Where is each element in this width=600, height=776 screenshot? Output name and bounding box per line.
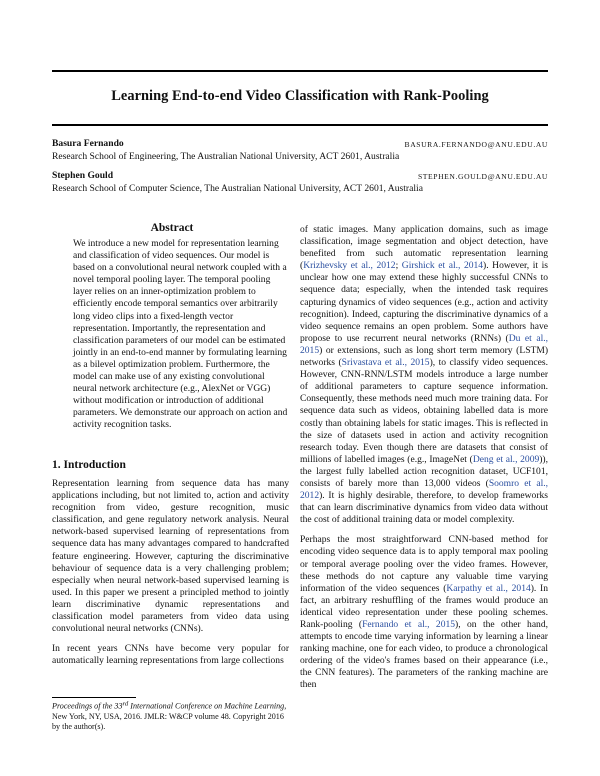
citation-link[interactable]: Girshick et al., 2014 — [401, 260, 484, 272]
abstract-heading: Abstract — [150, 222, 194, 234]
author-affiliation-2: Research School of Computer Science, The Australian National University, ACT 2601, Australia — [52, 183, 423, 194]
title-bottom-rule — [52, 124, 548, 126]
paper-title: Learning End-to-end Video Classification with Rank-Pooling — [111, 88, 489, 104]
left-column — [52, 478, 289, 675]
citation-link[interactable]: Karpathy et al., 2014 — [446, 582, 531, 594]
footnote: Proceedings of the 33rd International Conference on Machine Learning, New York, NY, USA, 2016. JMLR: W&CP volume 48. Copyright 2016 by the author(s). — [52, 700, 287, 731]
author-email-2[interactable]: STEPHEN.GOULD@ANU.EDU.AU — [417, 172, 548, 181]
citation-link[interactable]: Soomro et al., 2012 — [300, 477, 548, 502]
author-name-1: Basura Fernando — [52, 138, 124, 149]
citation-link[interactable]: Krizhevsky et al., 2012 — [303, 260, 396, 272]
citation-link[interactable]: Deng et al., 2009 — [472, 453, 540, 465]
author-email-1[interactable]: BASURA.FERNANDO@ANU.EDU.AU — [404, 140, 548, 149]
right-column — [300, 224, 548, 700]
footnote-rule — [52, 697, 136, 698]
citation-link[interactable]: Du et al., 2015 — [300, 332, 548, 356]
intro-paragraph-1: Representation learning from sequence data has many applications including, but not limited to, action and activity recognition from video, gesture recognition, music classification, and gene regulatory network analysis. Neural network-based supervised learning of representations from sequence data has many advantages compared to handcrafted feature engineering. However, capturing the discriminative behaviour of sequence data is a very challenging problem; especially when neural network-based supervised learning is used. In this paper we present a principled method to jointly learn discriminative dynamic representations and classification model parameters from video data using convolutional neural networks (CNNs). — [52, 478, 289, 635]
right-paragraph-1: of static images. Many application domains, such as image classification, image segmentation and object detection, have benefited from such automatic representation learning (Krizhevsky et al., 2012; Girshick et al., 2014). However, it is unclear how one may extend these highly successful CNNs to sequence data; especially, when the intended task requires capturing dynamics of video sequences (e.g., action and activity recognition). Indeed, capturing the discriminative dynamics of a video sequence remains an open problem. Some authors have propose to use recurrent neural networks (RNNs) (Du et al., 2015) or extensions, such as long short term memory (LSTM) networks (Srivastava et al., 2015), to classify video sequences. However, CNN-RNN/LSTM models introduce a large number of additional parameters to capture sequence information. Consequently, these methods need much more training data. For sequence data such as videos, obtaining labelled data is more costly than obtaining labels for static images. This is reflected in the size of datasets used in action and activity recognition research today. Even though there are datasets that consist of millions of labelled images (e.g., ImageNet (Deng et al., 2009)), the largest fully labelled action recognition dataset, UCF101, consists of barely more than 13,000 videos (Soomro et al., 2012). It is highly desirable, therefore, to develop frameworks that can learn discriminative dynamics from video data without the cost of additional training data or model complexity. — [300, 224, 548, 526]
intro-paragraph-2: In recent years CNNs have become very popular for automatically learning representations from large collections — [52, 643, 289, 667]
citation-link[interactable]: Srivastava et al., 2015 — [341, 357, 430, 369]
top-rule — [52, 70, 548, 72]
author-affiliation-1: Research School of Engineering, The Australian National University, ACT 2601, Australia — [52, 151, 400, 162]
right-paragraph-2: Perhaps the most straightforward CNN-based method for encoding video sequence data is to apply temporal max pooling or temporal average pooling over the video frames. However, these methods do not capture any valuable time varying information of the video sequences (Karpathy et al., 2014). In fact, an arbitrary reshuffling of the frames would produce an identical video representation under these pooling schemes. Rank-pooling (Fernando et al., 2015), on the other hand, attempts to encode time varying information by learning a linear ranking machine, one for each video, to produce a chronological ordering of the video's frames based on their appearance (i.e., the CNN features). The parameters of the ranking machine are then — [300, 534, 548, 691]
author-name-2: Stephen Gould — [52, 170, 114, 181]
abstract-text: We introduce a new model for representation learning and classification of video sequences. Our model is based on a convolutional neural network coupled with a novel temporal pooling layer. The temporal pooling layer relies on an inner-optimization problem to efficiently encode temporal semantics over arbitrarily long video clips into a fixed-length vector representation. Importantly, the representation and classification parameters of our model can be estimated jointly in an end-to-end manner by formulating learning as a bilevel optimization problem. Furthermore, the model can make use of any existing convolutional neural network architecture (e.g., AlexNet or VGG) without modification or introduction of additional parameters. We demonstrate our approach on action and activity recognition tasks. — [73, 238, 288, 431]
section-heading-introduction: 1. Introduction — [52, 459, 126, 471]
citation-link[interactable]: Fernando et al., 2015 — [362, 619, 456, 630]
